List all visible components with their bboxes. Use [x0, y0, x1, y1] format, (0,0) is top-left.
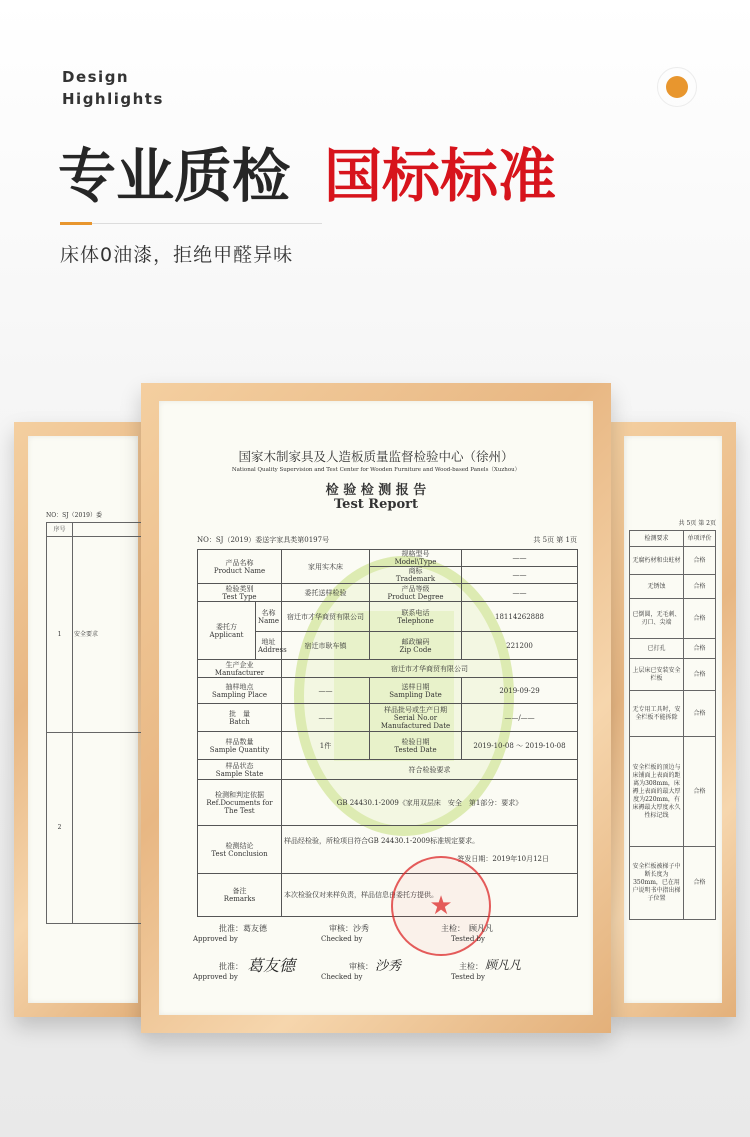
approved-by-en: Approved by — [193, 935, 238, 943]
right-req: 安全栏板的顶边与床铺面上表面的距离为308mm，床褥上表面的最大厚度为220mm，有床褥最大厚度永久性标记线 — [630, 737, 684, 847]
tested-by-cn: 主检： 顾凡凡 — [441, 924, 493, 933]
left-certificate-frame — [14, 422, 152, 1017]
right-req: 无专用工具时，安全栏板不能拆除 — [630, 691, 684, 737]
report-page-info: 共 5页 第 1页 — [533, 536, 577, 544]
approved-signature: 葛友德 — [247, 956, 296, 975]
report-title-en: Test Report — [334, 497, 418, 512]
tested-sign-label: 主检： — [459, 962, 483, 971]
sampling-date-value: 2019-09-29 — [462, 678, 578, 704]
tested-date-value: 2019-10-08 ～ 2019-10-08 — [462, 732, 578, 760]
right-req: 无腐朽材和虫蛀材 — [630, 547, 684, 575]
conclusion-label: 检测结论 Test Conclusion — [198, 826, 282, 874]
right-eval: 合格 — [684, 659, 716, 691]
applicant-label: 委托方 Applicant — [198, 602, 256, 660]
test-type-value: 委托送样检验 — [282, 584, 370, 602]
right-eval: 合格 — [684, 737, 716, 847]
approved-by-cn: 批准：葛友德 — [219, 924, 267, 933]
applicant-name-value: 宿迁市才华商贸有限公司 — [282, 602, 370, 632]
quantity-value: 1件 — [282, 732, 370, 760]
batch-value: —— — [282, 704, 370, 732]
zip-label: 邮政编码 Zip Code — [370, 632, 462, 660]
test-type-label: 检验类别 Test Type — [198, 584, 282, 602]
remarks-label: 备注 Remarks — [198, 874, 282, 917]
trademark-value: —— — [462, 567, 578, 584]
right-eval: 合格 — [684, 639, 716, 659]
sampling-place-label: 抽样地点 Sampling Place — [198, 678, 282, 704]
design-highlights-label — [62, 66, 164, 110]
checked-signature: 沙秀 — [375, 959, 402, 974]
checked-sign-label: 审核： — [349, 962, 373, 971]
right-certificate-paper — [624, 436, 722, 1003]
right-eval: 合格 — [684, 847, 716, 920]
model-label: 规格型号 Model\Type — [370, 550, 462, 567]
design-label-line1: Design — [62, 68, 130, 86]
right-req: 上层床已安装安全栏板 — [630, 659, 684, 691]
right-certificate-frame — [610, 422, 736, 1017]
tested-signature: 顾凡凡 — [485, 958, 522, 972]
report-table — [197, 549, 578, 917]
right-col-eval: 单项评价 — [684, 531, 716, 547]
serial-label: 样品批号或生产日期 Serial No.or Manufactured Date — [370, 704, 462, 732]
approved-sign-en: Approved by — [193, 973, 238, 981]
address-value: 宿迁市耿车镇 — [282, 632, 370, 660]
right-req: 安全栏板被梯子中断长度为350mm，已在用户说明书中指出梯子位置 — [630, 847, 684, 920]
zip-value: 221200 — [462, 632, 578, 660]
approved-sign-label: 批准： — [219, 962, 243, 971]
center-name-cn: 国家木制家具及人造板质量监督检验中心（徐州） — [238, 449, 514, 464]
right-eval: 合格 — [684, 691, 716, 737]
subtitle: 床体0油漆，拒绝甲醛异味 — [60, 244, 294, 266]
right-col-req: 检测要求 — [630, 531, 684, 547]
left-report-no: NO：SJ（2019）委 — [46, 512, 102, 519]
sampling-date-label: 送样日期 Sampling Date — [370, 678, 462, 704]
left-col-header: 序号 — [47, 523, 73, 537]
center-name-en: National Quality Supervision and Test Center for Wooden Furniture and Wood-based Panels（Xuzhou） — [231, 467, 521, 473]
phone-value: 18114262888 — [462, 602, 578, 632]
report-title-cn: 检 验 检 测 报 告 — [325, 483, 427, 498]
docs-label: 检测和判定依据 Ref.Documents for The Test — [198, 780, 282, 826]
state-value: 符合检验要求 — [282, 760, 578, 780]
grey-divider — [92, 223, 322, 224]
headline — [58, 140, 738, 220]
headline-black: 专业质检 — [58, 142, 291, 210]
report-number: NO：SJ（2019）委送字家具类第0197号 — [197, 536, 330, 544]
tested-sign-en: Tested by — [451, 973, 485, 981]
right-req: 已打孔 — [630, 639, 684, 659]
right-page-info: 共 5页 第 2页 — [678, 520, 716, 527]
sampling-place-value: —— — [282, 678, 370, 704]
right-table — [629, 530, 716, 920]
main-certificate-paper — [159, 401, 593, 1015]
docs-value: GB 24430.1-2009《家用双层床 安全 第1部分：要求》 — [282, 780, 578, 826]
state-label: 样品状态 Sample State — [198, 760, 282, 780]
conclusion-value: 样品经检验，所检项目符合GB 24430.1-2009标准规定要求。 签发日期：2019年10月12日 — [282, 826, 578, 874]
remarks-value: 本次检验仅对来样负责，样品信息由委托方提供。 — [282, 874, 578, 917]
right-eval: 合格 — [684, 575, 716, 599]
orange-dot-icon — [666, 76, 688, 98]
name-label: 名称 Name — [256, 602, 282, 632]
model-value: —— — [462, 550, 578, 567]
address-label: 地址 Address — [256, 632, 282, 660]
left-certificate-paper — [28, 436, 138, 1003]
accent-divider — [60, 222, 92, 225]
design-label-line2: Highlights — [62, 90, 164, 108]
headline-red: 国标标准 — [324, 142, 557, 210]
serial-value: ——/—— — [462, 704, 578, 732]
right-eval: 合格 — [684, 599, 716, 639]
main-certificate-frame — [141, 383, 611, 1033]
degree-label: 产品等级 Product Degree — [370, 584, 462, 602]
checked-by-en: Checked by — [321, 935, 363, 943]
batch-label: 批 量 Batch — [198, 704, 282, 732]
checked-by-cn: 审核：沙秀 — [329, 924, 369, 933]
issue-date: 签发日期：2019年10月12日 — [457, 854, 550, 863]
right-req: 无锈蚀 — [630, 575, 684, 599]
product-name-label: 产品名称 Product Name — [198, 550, 282, 584]
manufacturer-label: 生产企业 Manufacturer — [198, 660, 282, 678]
trademark-label: 商标 Trademark — [370, 567, 462, 584]
checked-sign-en: Checked by — [321, 973, 363, 981]
star-icon: ★ — [429, 890, 453, 920]
manufacturer-value: 宿迁市才华商贸有限公司 — [282, 660, 578, 678]
quantity-label: 样品数量 Sample Quantity — [198, 732, 282, 760]
left-row2-no: 2 — [47, 733, 73, 924]
tested-date-label: 检验日期 Tested Date — [370, 732, 462, 760]
phone-label: 联系电话 Telephone — [370, 602, 462, 632]
left-row1-item: 安全要求 — [73, 537, 157, 733]
right-eval: 合格 — [684, 547, 716, 575]
right-req: 已倒圆，无毛刺、刃口、尖端 — [630, 599, 684, 639]
product-name-value: 家用实木床 — [282, 550, 370, 584]
left-row1-no: 1 — [47, 537, 73, 733]
degree-value: —— — [462, 584, 578, 602]
tested-by-en: Tested by — [451, 935, 485, 943]
